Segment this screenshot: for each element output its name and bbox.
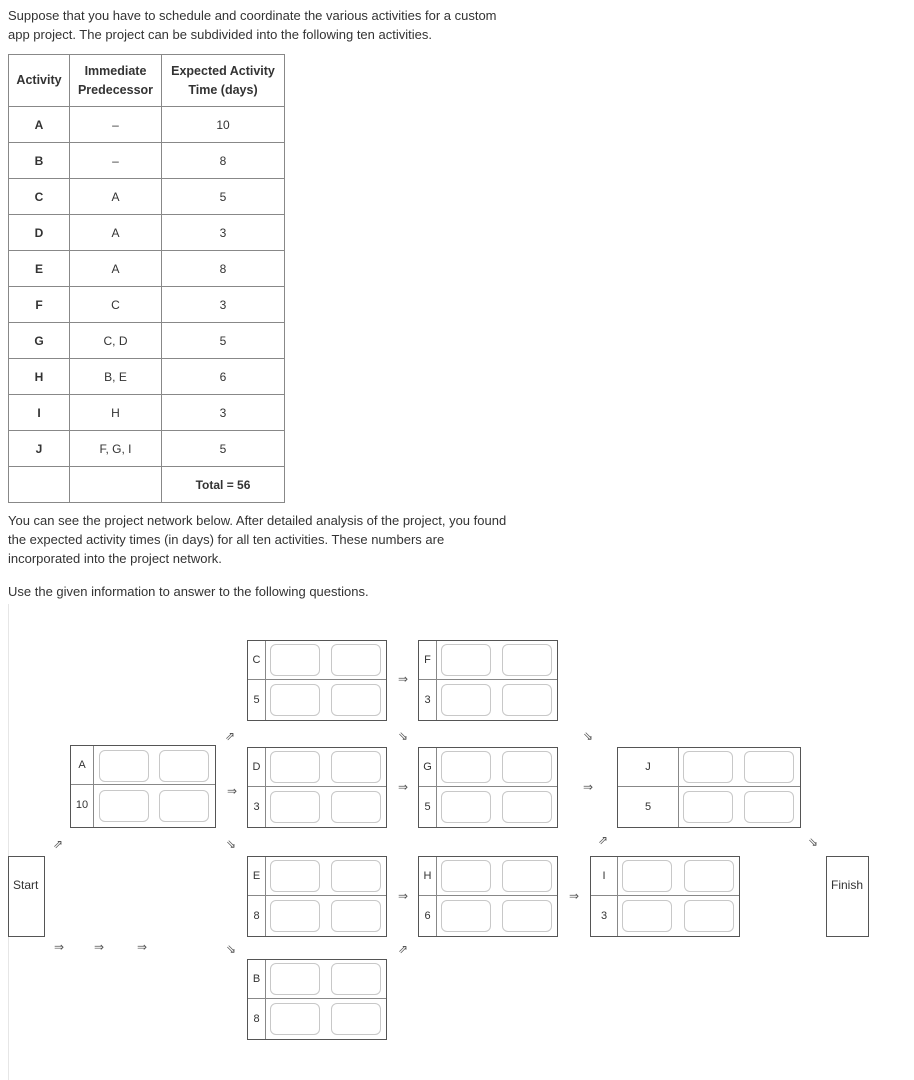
cell-empty [9,467,70,503]
arrow-right-icon: ⇒ [569,889,580,903]
cell-time: 3 [162,215,285,251]
cell-pred: A [70,179,162,215]
cell-activity: C [9,179,70,215]
node-G-time: 5 [424,801,431,813]
node-J [617,747,801,828]
header-predecessor: Immediate Predecessor [70,55,162,107]
table-row [9,359,285,395]
node-G-ef-input[interactable] [502,751,552,783]
cell-pred: H [70,395,162,431]
node-E-ef-input[interactable] [331,860,381,892]
table-row [9,323,285,359]
node-C-lf-input[interactable] [331,684,381,716]
arrow-down-right-icon: ⇘ [226,942,237,956]
node-I-ef-input[interactable] [684,860,734,892]
activity-table [8,54,285,503]
node-B-time: 8 [253,1013,260,1025]
node-F-name: F [424,654,431,666]
cell-pred: B, E [70,359,162,395]
table-total-row [9,467,285,503]
table-row [9,287,285,323]
node-F-es-input[interactable] [441,644,491,676]
arrow-up-right-icon: ⇗ [53,837,64,851]
node-A-ef-input[interactable] [159,750,209,782]
arrow-down-right-icon: ⇘ [583,729,594,743]
node-I [590,856,740,937]
cell-pred: F, G, I [70,431,162,467]
node-C-name: C [252,654,261,666]
arrow-right-icon: ⇒ [137,940,148,954]
node-H-ls-input[interactable] [441,900,491,932]
node-G-name: G [423,761,432,773]
node-C-ls-input[interactable] [270,684,320,716]
cell-pred: C [70,287,162,323]
node-H-es-input[interactable] [441,860,491,892]
node-A-ls-input[interactable] [99,790,149,822]
header-activity: Activity [9,55,70,107]
cell-activity: A [9,107,70,143]
cell-empty [70,467,162,503]
cell-time: 3 [162,395,285,431]
node-F-ls-input[interactable] [441,684,491,716]
table-row [9,251,285,287]
node-I-name: I [602,870,606,882]
cell-time: 8 [162,251,285,287]
node-B-ef-input[interactable] [331,963,381,995]
node-F-lf-input[interactable] [502,684,552,716]
table-header-row [9,55,285,107]
node-H-time: 6 [424,910,431,922]
intro-text: Suppose that you have to schedule and coordinate the various activities for a custom app project. The project can be subdivided into the following ten activities. [8,8,497,42]
cell-activity: H [9,359,70,395]
arrow-right-icon: ⇒ [94,940,105,954]
arrow-down-right-icon: ⇘ [808,835,819,849]
node-D [247,747,387,828]
finish-node [826,856,869,937]
node-B-name: B [252,973,261,985]
node-F [418,640,558,721]
cell-time: 6 [162,359,285,395]
node-C-ef-input[interactable] [331,644,381,676]
node-J-es-input[interactable] [683,751,733,783]
cell-activity: G [9,323,70,359]
table-row [9,431,285,467]
arrow-up-right-icon: ⇗ [598,833,609,847]
node-D-name: D [252,761,261,773]
table-row [9,107,285,143]
network-description: You can see the project network below. After detailed analysis of the project, you found the expected activity times (in days) for all ten activities. These numbers are incorporated into the project network. [8,513,507,566]
start-label: Start [13,878,39,892]
node-A-time: 10 [75,799,89,811]
content-divider [8,604,9,1080]
node-G-es-input[interactable] [441,751,491,783]
cell-activity: D [9,215,70,251]
cell-time: 5 [162,179,285,215]
arrow-down-right-icon: ⇘ [226,837,237,851]
cell-activity: I [9,395,70,431]
arrow-right-icon: ⇒ [54,940,65,954]
arrow-right-icon: ⇒ [398,889,409,903]
arrow-right-icon: ⇒ [398,672,409,686]
node-A [70,745,216,828]
node-C-es-input[interactable] [270,644,320,676]
node-F-time: 3 [424,694,431,706]
node-C [247,640,387,721]
node-J-ls-input[interactable] [683,791,733,823]
node-F-ef-input[interactable] [502,644,552,676]
cell-activity: J [9,431,70,467]
node-I-time: 3 [600,910,608,922]
node-E-ls-input[interactable] [270,900,320,932]
node-B-es-input[interactable] [270,963,320,995]
table-row [9,143,285,179]
table-row [9,215,285,251]
start-node [8,856,45,937]
cell-activity: E [9,251,70,287]
node-H-lf-input[interactable] [502,900,552,932]
node-G [418,747,558,828]
node-E-time: 8 [253,910,260,922]
arrow-right-icon: ⇒ [398,780,409,794]
arrow-right-icon: ⇒ [227,784,238,798]
node-B-ls-input[interactable] [270,1003,320,1035]
cell-total: Total = 56 [162,467,285,503]
cell-pred: A [70,251,162,287]
cell-activity: B [9,143,70,179]
cell-time: 3 [162,287,285,323]
node-D-ef-input[interactable] [331,751,381,783]
node-E [247,856,387,937]
header-time: Expected Activity Time (days) [162,55,285,107]
node-A-lf-input[interactable] [159,790,209,822]
node-D-time: 3 [253,801,260,813]
cell-pred: C, D [70,323,162,359]
cell-time: 5 [162,323,285,359]
node-D-lf-input[interactable] [331,791,381,823]
node-H-name: H [423,870,432,882]
cell-pred: A [70,215,162,251]
table-row [9,179,285,215]
node-J-name: J [645,761,651,773]
node-B-lf-input[interactable] [331,1003,381,1035]
finish-label: Finish [831,878,864,892]
cell-pred: – [70,143,162,179]
node-G-lf-input[interactable] [502,791,552,823]
node-E-name: E [252,870,261,882]
cell-time: 5 [162,431,285,467]
node-C-time: 5 [253,694,260,706]
cell-pred: – [70,107,162,143]
node-I-lf-input[interactable] [684,900,734,932]
node-J-ef-input[interactable] [744,751,794,783]
node-B [247,959,387,1040]
instruction-text: Use the given information to answer to the following questions. [8,584,369,599]
node-D-es-input[interactable] [270,751,320,783]
arrow-right-icon: ⇒ [583,780,594,794]
node-E-es-input[interactable] [270,860,320,892]
table-row [9,395,285,431]
node-E-lf-input[interactable] [331,900,381,932]
cell-time: 10 [162,107,285,143]
node-H-ef-input[interactable] [502,860,552,892]
node-J-time: 5 [644,801,652,813]
arrow-up-right-icon: ⇗ [398,942,409,956]
node-A-name: A [78,759,86,771]
cell-time: 8 [162,143,285,179]
cell-activity: F [9,287,70,323]
arrow-down-right-icon: ⇘ [398,729,409,743]
node-I-ls-input[interactable] [622,900,672,932]
arrow-up-right-icon: ⇗ [225,729,236,743]
node-H [418,856,558,937]
node-G-ls-input[interactable] [441,791,491,823]
node-I-es-input[interactable] [622,860,672,892]
node-D-ls-input[interactable] [270,791,320,823]
node-A-es-input[interactable] [99,750,149,782]
node-J-lf-input[interactable] [744,791,794,823]
